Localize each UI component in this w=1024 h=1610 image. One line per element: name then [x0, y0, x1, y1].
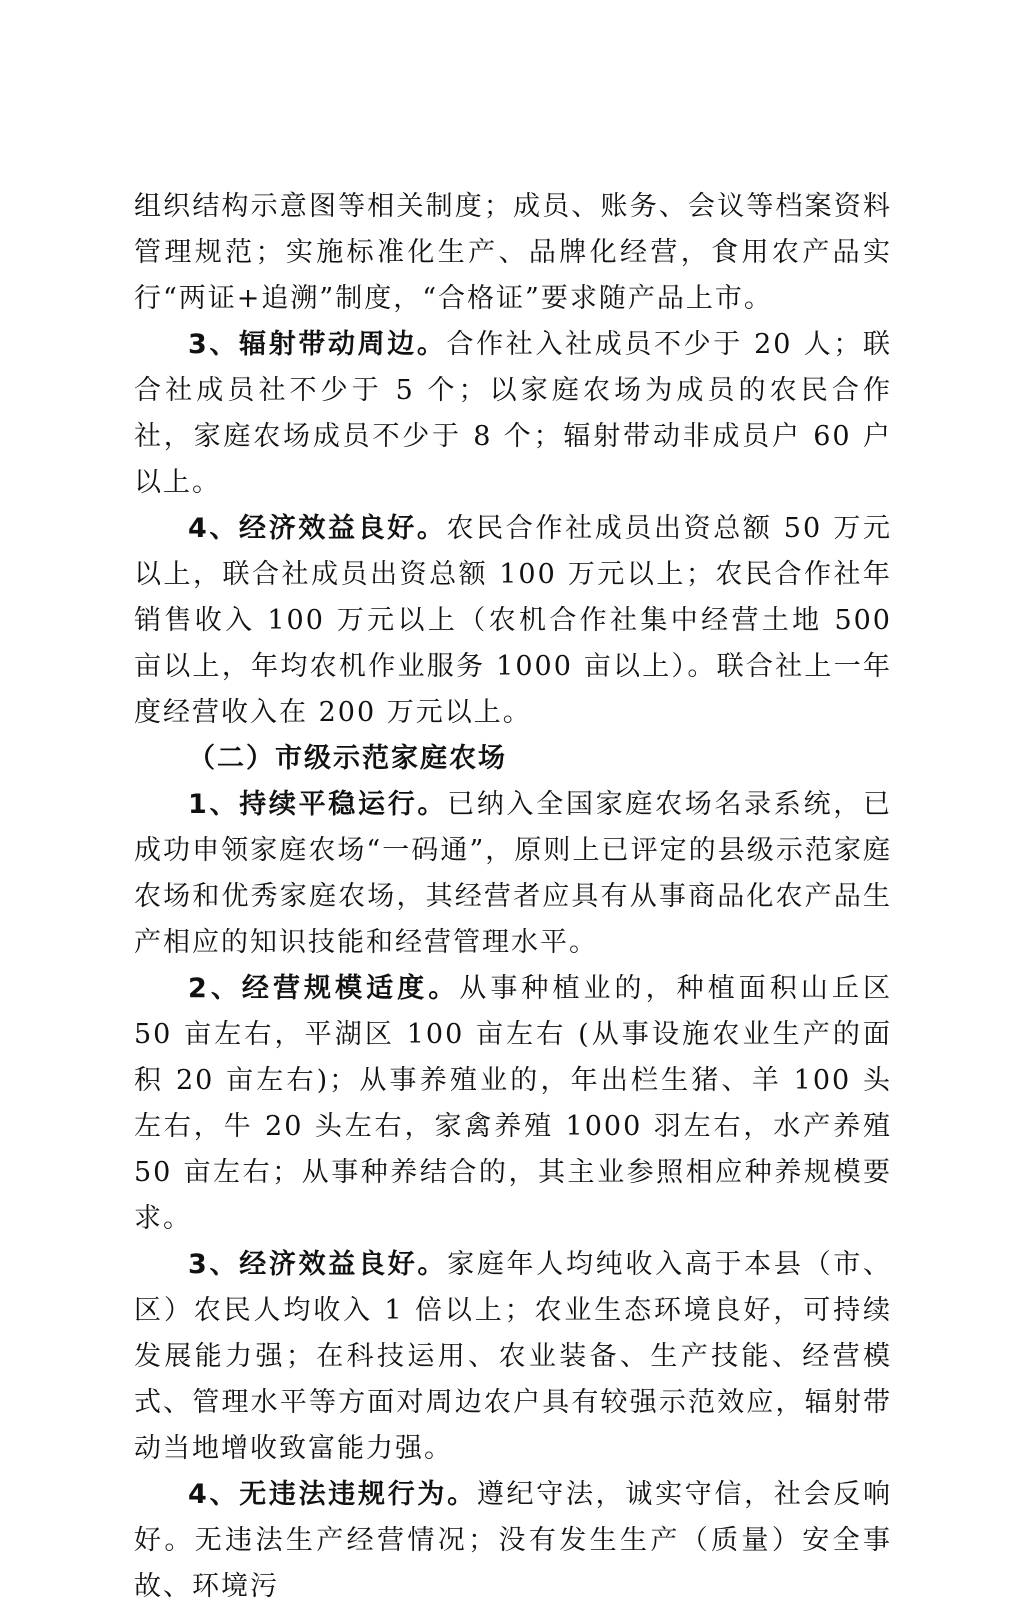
paragraph-scale	[134, 966, 892, 1242]
paragraph-lead: 2、经营规模适度。	[188, 973, 460, 1004]
section-heading: （二）市级示范家庭农场	[188, 743, 507, 774]
paragraph-no-violations	[134, 1472, 892, 1610]
paragraph-text: 合作社入社成员不少于 20 人；联合社成员社不少于 5 个；以家庭农场为成员的农民合作社，家庭农场成员不少于 8 个；辐射带动非成员户 60 户以上。	[134, 329, 892, 498]
paragraph-lead: 4、无违法违规行为。	[188, 1479, 477, 1510]
paragraph-lead: 3、经济效益良好。	[188, 1249, 448, 1280]
paragraph-text: 已纳入全国家庭农场名录系统，已成功申领家庭农场“一码通”，原则上已评定的县级示范家庭农场和优秀家庭农场，其经营者应具有从事商品化农产品生产相应的知识技能和经营管理水平。	[134, 789, 893, 958]
paragraph-continuation	[134, 184, 892, 322]
paragraph-economic-benefit	[134, 506, 892, 736]
paragraph-radiation	[134, 322, 892, 506]
paragraph-lead: 1、持续平稳运行。	[188, 789, 448, 820]
paragraph-lead: 4、经济效益良好。	[188, 513, 447, 544]
paragraph-text: 从事种植业的，种植面积山丘区 50 亩左右，平湖区 100 亩左右 (从事设施农业生产的面积 20 亩左右)；从事养殖业的，年出栏生猪、羊 100 头左右，牛 20 头左右，家禽养殖 1000 羽左右，水产养殖 50 亩左右；从事种养结合的，其主业参照相应种养规模要求。	[134, 973, 892, 1234]
document-body	[134, 184, 892, 1610]
paragraph-text: 家庭年人均纯收入高于本县（市、区）农民人均收入 1 倍以上；农业生态环境良好，可持续发展能力强；在科技运用、农业装备、生产技能、经营模式、管理水平等方面对周边农户具有较强示范效应，辐射带动当地增收致富能力强。	[134, 1249, 893, 1464]
paragraph-text: 遵纪守法，诚实守信，社会反响好。无违法生产经营情况；没有发生生产（质量）安全事故、环境污	[134, 1479, 893, 1602]
paragraph-text: 农民合作社成员出资总额 50 万元以上，联合社成员出资总额 100 万元以上；农民合作社年销售收入 100 万元以上（农机合作社集中经营土地 500 亩以上，年均农机作业服务 1000 亩以上）。联合社上一年度经营收入在 200 万元以上。	[134, 513, 892, 728]
paragraph-text: 组织结构示意图等相关制度；成员、账务、会议等档案资料管理规范；实施标准化生产、品牌化经营，食用农产品实行“两证+追溯”制度，“合格证”要求随产品上市。	[134, 191, 892, 314]
paragraph-lead: 3、辐射带动周边。	[188, 329, 447, 360]
paragraph-family-economic-benefit	[134, 1242, 892, 1472]
paragraph-stable-operation	[134, 782, 892, 966]
